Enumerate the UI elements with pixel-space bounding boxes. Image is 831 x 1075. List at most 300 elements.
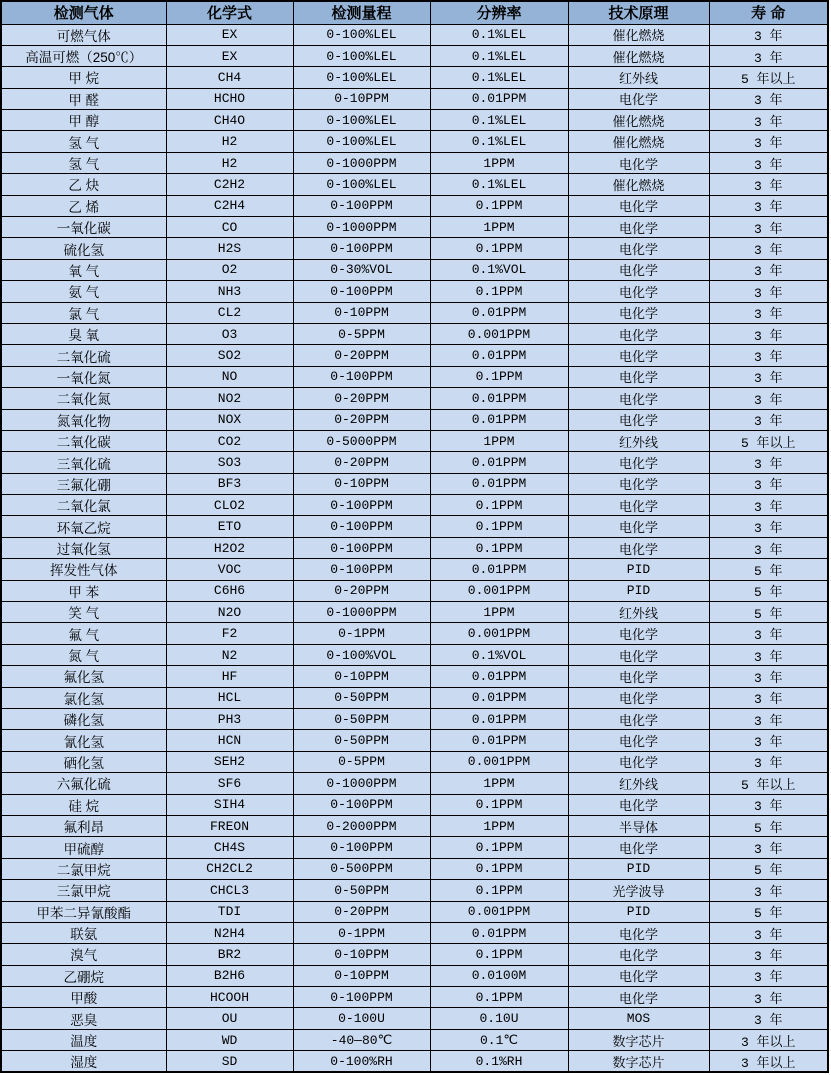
table-row	[1, 837, 828, 858]
table-row	[1, 858, 828, 879]
table-cell: C2H4	[166, 195, 293, 216]
table-cell: 0-1PPM	[293, 623, 430, 644]
table-cell: 5 年以上	[709, 430, 828, 451]
table-cell: 0-20PPM	[293, 452, 430, 473]
table-cell: WD	[166, 1029, 293, 1050]
table-cell: 0-100PPM	[293, 537, 430, 558]
table-cell: 氯化氢	[1, 687, 166, 708]
table-cell: CL2	[166, 302, 293, 323]
table-cell: 3 年	[709, 88, 828, 109]
table-row	[1, 24, 828, 45]
table-cell: 0.01PPM	[430, 452, 568, 473]
table-cell: 3 年	[709, 366, 828, 387]
column-header: 分辨率	[430, 1, 568, 24]
table-row	[1, 131, 828, 152]
table-cell: 0-5000PPM	[293, 430, 430, 451]
table-cell: CH4	[166, 67, 293, 88]
table-cell: 3 年	[709, 152, 828, 173]
table-cell: 0.01PPM	[430, 709, 568, 730]
table-cell: 氨 气	[1, 281, 166, 302]
table-cell: 0.1PPM	[430, 794, 568, 815]
table-cell: 0.1%LEL	[430, 67, 568, 88]
table-row	[1, 987, 828, 1008]
table-row	[1, 345, 828, 366]
table-cell: 可燃气体	[1, 24, 166, 45]
table-row	[1, 516, 828, 537]
table-cell: 0-5PPM	[293, 751, 430, 772]
table-cell: -40—80℃	[293, 1029, 430, 1050]
table-cell: BR2	[166, 944, 293, 965]
table-cell: 0-50PPM	[293, 730, 430, 751]
table-cell: 0-100%LEL	[293, 67, 430, 88]
table-cell: 0-100%LEL	[293, 131, 430, 152]
table-row	[1, 452, 828, 473]
table-cell: 0.01PPM	[430, 559, 568, 580]
table-cell: 过氧化氢	[1, 537, 166, 558]
table-cell: 5 年以上	[709, 67, 828, 88]
table-row	[1, 730, 828, 751]
table-cell: SEH2	[166, 751, 293, 772]
table-row	[1, 259, 828, 280]
table-cell: 催化燃烧	[568, 131, 709, 152]
table-cell: 电化学	[568, 751, 709, 772]
table-cell: MOS	[568, 1008, 709, 1029]
table-cell: 3 年	[709, 409, 828, 430]
table-cell: 3 年	[709, 24, 828, 45]
table-cell: 0-100PPM	[293, 516, 430, 537]
table-row	[1, 152, 828, 173]
table-cell: 0-50PPM	[293, 709, 430, 730]
table-cell: 3 年以上	[709, 1029, 828, 1050]
table-row	[1, 537, 828, 558]
table-cell: 0.1%LEL	[430, 24, 568, 45]
table-cell: 电化学	[568, 88, 709, 109]
table-cell: 3 年	[709, 452, 828, 473]
table-cell: 电化学	[568, 259, 709, 280]
table-cell: 0.1PPM	[430, 944, 568, 965]
table-cell: 电化学	[568, 323, 709, 344]
table-body	[1, 24, 828, 1072]
table-row	[1, 217, 828, 238]
table-cell: O3	[166, 323, 293, 344]
table-cell: 3 年	[709, 195, 828, 216]
table-cell: 0-50PPM	[293, 880, 430, 901]
table-cell: 0-100U	[293, 1008, 430, 1029]
table-cell: PID	[568, 858, 709, 879]
table-cell: CH4S	[166, 837, 293, 858]
table-row	[1, 366, 828, 387]
table-cell: 0-20PPM	[293, 409, 430, 430]
table-cell: HCOOH	[166, 987, 293, 1008]
table-row	[1, 602, 828, 623]
table-cell: 甲 醛	[1, 88, 166, 109]
table-row	[1, 302, 828, 323]
table-cell: 电化学	[568, 409, 709, 430]
table-cell: 电化学	[568, 687, 709, 708]
table-cell: 电化学	[568, 837, 709, 858]
table-cell: 甲酸	[1, 987, 166, 1008]
column-header: 检测气体	[1, 1, 166, 24]
table-cell: 3 年	[709, 730, 828, 751]
table-cell: H2	[166, 152, 293, 173]
table-cell: 湿度	[1, 1051, 166, 1073]
table-cell: 0.1PPM	[430, 858, 568, 879]
table-cell: OU	[166, 1008, 293, 1029]
table-cell: 1PPM	[430, 152, 568, 173]
table-cell: 0.001PPM	[430, 580, 568, 601]
table-cell: 3 年	[709, 687, 828, 708]
table-cell: 红外线	[568, 67, 709, 88]
table-cell: 电化学	[568, 794, 709, 815]
table-cell: 甲苯二异氰酸酯	[1, 901, 166, 922]
table-cell: 0.01PPM	[430, 473, 568, 494]
table-cell: 电化学	[568, 281, 709, 302]
table-cell: TDI	[166, 901, 293, 922]
table-cell: 氧 气	[1, 259, 166, 280]
table-cell: 乙 烯	[1, 195, 166, 216]
table-cell: 0-50PPM	[293, 687, 430, 708]
table-cell: 0.01PPM	[430, 302, 568, 323]
table-cell: 3 年	[709, 131, 828, 152]
table-cell: 5 年	[709, 901, 828, 922]
table-cell: 0-100PPM	[293, 366, 430, 387]
table-cell: 0.01PPM	[430, 666, 568, 687]
table-cell: 电化学	[568, 345, 709, 366]
table-cell: 0.1%LEL	[430, 174, 568, 195]
table-cell: 3 年	[709, 666, 828, 687]
table-cell: 3 年	[709, 922, 828, 943]
table-cell: 数字芯片	[568, 1029, 709, 1050]
table-cell: 0-100PPM	[293, 281, 430, 302]
table-cell: 1PPM	[430, 815, 568, 836]
table-cell: 3 年	[709, 259, 828, 280]
table-cell: 0.001PPM	[430, 323, 568, 344]
table-cell: 臭 氧	[1, 323, 166, 344]
table-cell: N2H4	[166, 922, 293, 943]
table-cell: 催化燃烧	[568, 45, 709, 66]
table-cell: 5 年	[709, 815, 828, 836]
table-cell: 0.001PPM	[430, 751, 568, 772]
table-cell: 氟 气	[1, 623, 166, 644]
table-cell: 氟化氢	[1, 666, 166, 687]
table-cell: 笑 气	[1, 602, 166, 623]
table-row	[1, 944, 828, 965]
table-cell: 0-10PPM	[293, 88, 430, 109]
table-cell: 0.1%LEL	[430, 110, 568, 131]
table-cell: 电化学	[568, 366, 709, 387]
table-cell: 红外线	[568, 602, 709, 623]
table-cell: 甲 醇	[1, 110, 166, 131]
table-cell: PID	[568, 559, 709, 580]
table-cell: 甲硫醇	[1, 837, 166, 858]
table-cell: H2	[166, 131, 293, 152]
table-cell: 0-1000PPM	[293, 152, 430, 173]
table-row	[1, 388, 828, 409]
table-cell: 二氧化氯	[1, 495, 166, 516]
table-row	[1, 709, 828, 730]
table-cell: 六氟化硫	[1, 773, 166, 794]
table-cell: 3 年	[709, 837, 828, 858]
table-row	[1, 238, 828, 259]
table-cell: 3 年	[709, 238, 828, 259]
header-row	[1, 1, 828, 24]
table-cell: 电化学	[568, 217, 709, 238]
table-cell: 0.1PPM	[430, 837, 568, 858]
table-row	[1, 281, 828, 302]
table-row	[1, 773, 828, 794]
table-cell: 乙 炔	[1, 174, 166, 195]
table-cell: 光学波导	[568, 880, 709, 901]
table-cell: 3 年	[709, 302, 828, 323]
table-cell: 0.01PPM	[430, 388, 568, 409]
table-cell: 0.01PPM	[430, 345, 568, 366]
table-cell: C6H6	[166, 580, 293, 601]
table-cell: 0-1000PPM	[293, 773, 430, 794]
table-cell: 氮氧化物	[1, 409, 166, 430]
table-row	[1, 67, 828, 88]
table-cell: 硅 烷	[1, 794, 166, 815]
table-cell: 3 年	[709, 495, 828, 516]
table-row	[1, 794, 828, 815]
table-cell: O2	[166, 259, 293, 280]
table-cell: 0-1PPM	[293, 922, 430, 943]
table-cell: 催化燃烧	[568, 24, 709, 45]
table-cell: 0.1PPM	[430, 537, 568, 558]
table-cell: 0.10U	[430, 1008, 568, 1029]
table-cell: 0.01PPM	[430, 922, 568, 943]
table-cell: SO2	[166, 345, 293, 366]
table-cell: 甲 烷	[1, 67, 166, 88]
table-cell: 电化学	[568, 922, 709, 943]
table-cell: 0.1PPM	[430, 516, 568, 537]
table-cell: 3 年	[709, 473, 828, 494]
table-cell: 溴气	[1, 944, 166, 965]
table-cell: 氟利昂	[1, 815, 166, 836]
table-cell: 乙硼烷	[1, 965, 166, 986]
table-cell: PID	[568, 901, 709, 922]
table-cell: 0-30%VOL	[293, 259, 430, 280]
table-cell: 0-1000PPM	[293, 217, 430, 238]
table-cell: 三氧化硫	[1, 452, 166, 473]
table-cell: 0.01PPM	[430, 730, 568, 751]
table-row	[1, 45, 828, 66]
table-cell: 3 年	[709, 623, 828, 644]
table-cell: 环氧乙烷	[1, 516, 166, 537]
table-row	[1, 559, 828, 580]
table-cell: 0.001PPM	[430, 623, 568, 644]
table-cell: 0-100%RH	[293, 1051, 430, 1073]
table-cell: 0-20PPM	[293, 345, 430, 366]
table-cell: 三氯甲烷	[1, 880, 166, 901]
table-cell: EX	[166, 45, 293, 66]
table-cell: BF3	[166, 473, 293, 494]
table-cell: 电化学	[568, 152, 709, 173]
table-cell: 电化学	[568, 516, 709, 537]
table-cell: 0-1000PPM	[293, 602, 430, 623]
table-cell: HCL	[166, 687, 293, 708]
table-cell: N2	[166, 644, 293, 665]
table-cell: 0-100PPM	[293, 238, 430, 259]
table-row	[1, 965, 828, 986]
table-cell: 磷化氢	[1, 709, 166, 730]
table-cell: 0-5PPM	[293, 323, 430, 344]
table-cell: 3 年	[709, 537, 828, 558]
table-cell: 0.1%LEL	[430, 131, 568, 152]
table-cell: 二氧化碳	[1, 430, 166, 451]
table-cell: 3 年	[709, 345, 828, 366]
table-cell: 催化燃烧	[568, 174, 709, 195]
table-cell: 电化学	[568, 709, 709, 730]
table-row	[1, 409, 828, 430]
table-cell: 0.01PPM	[430, 409, 568, 430]
table-cell: EX	[166, 24, 293, 45]
table-cell: 电化学	[568, 666, 709, 687]
table-row	[1, 901, 828, 922]
table-cell: 氢 气	[1, 152, 166, 173]
table-cell: CHCL3	[166, 880, 293, 901]
table-cell: 电化学	[568, 388, 709, 409]
table-cell: SF6	[166, 773, 293, 794]
table-cell: 0.1%RH	[430, 1051, 568, 1073]
table-cell: 0.1PPM	[430, 195, 568, 216]
table-cell: 0-100PPM	[293, 495, 430, 516]
table-cell: 一氧化碳	[1, 217, 166, 238]
table-row	[1, 623, 828, 644]
table-cell: 1PPM	[430, 602, 568, 623]
table-cell: 3 年	[709, 388, 828, 409]
table-cell: 0.1%VOL	[430, 644, 568, 665]
table-cell: 0-100PPM	[293, 987, 430, 1008]
table-cell: B2H6	[166, 965, 293, 986]
table-cell: HCN	[166, 730, 293, 751]
table-cell: 3 年	[709, 1008, 828, 1029]
table-cell: 电化学	[568, 238, 709, 259]
column-header: 化学式	[166, 1, 293, 24]
table-cell: 二氧化氮	[1, 388, 166, 409]
table-cell: 0-100%VOL	[293, 644, 430, 665]
table-cell: 0-10PPM	[293, 302, 430, 323]
table-row	[1, 880, 828, 901]
table-cell: 氢 气	[1, 131, 166, 152]
table-cell: 3 年	[709, 987, 828, 1008]
table-cell: 恶臭	[1, 1008, 166, 1029]
table-cell: 0.0100M	[430, 965, 568, 986]
table-cell: F2	[166, 623, 293, 644]
table-cell: 0-100PPM	[293, 794, 430, 815]
table-cell: HF	[166, 666, 293, 687]
table-cell: 红外线	[568, 430, 709, 451]
table-cell: 电化学	[568, 452, 709, 473]
table-cell: 电化学	[568, 495, 709, 516]
table-cell: CO2	[166, 430, 293, 451]
table-row	[1, 110, 828, 131]
table-cell: CLO2	[166, 495, 293, 516]
table-cell: 甲 苯	[1, 580, 166, 601]
table-cell: 0.1PPM	[430, 495, 568, 516]
table-cell: 二氧化硫	[1, 345, 166, 366]
table-cell: 0-10PPM	[293, 473, 430, 494]
table-cell: 0-100PPM	[293, 195, 430, 216]
table-row	[1, 751, 828, 772]
table-cell: 0-100%LEL	[293, 174, 430, 195]
table-cell: 3 年	[709, 944, 828, 965]
table-cell: PH3	[166, 709, 293, 730]
table-cell: 0-20PPM	[293, 580, 430, 601]
table-cell: 0.1PPM	[430, 238, 568, 259]
table-cell: 5 年	[709, 580, 828, 601]
table-cell: 3 年	[709, 174, 828, 195]
table-cell: 0.1PPM	[430, 880, 568, 901]
table-cell: 氮 气	[1, 644, 166, 665]
table-cell: 0.01PPM	[430, 88, 568, 109]
table-row	[1, 1029, 828, 1050]
table-cell: 电化学	[568, 987, 709, 1008]
table-row	[1, 1008, 828, 1029]
table-cell: 0.001PPM	[430, 901, 568, 922]
table-cell: 0.01PPM	[430, 687, 568, 708]
table-cell: 电化学	[568, 644, 709, 665]
table-cell: VOC	[166, 559, 293, 580]
table-cell: 电化学	[568, 537, 709, 558]
table-cell: SIH4	[166, 794, 293, 815]
table-cell: N2O	[166, 602, 293, 623]
table-cell: 三氟化硼	[1, 473, 166, 494]
table-cell: 3 年	[709, 644, 828, 665]
table-cell: 高温可燃（250℃）	[1, 45, 166, 66]
table-cell: 0-10PPM	[293, 965, 430, 986]
table-cell: 3 年	[709, 110, 828, 131]
table-cell: 电化学	[568, 965, 709, 986]
table-cell: NH3	[166, 281, 293, 302]
table-cell: 3 年	[709, 217, 828, 238]
table-cell: 1PPM	[430, 217, 568, 238]
table-cell: 0.1%VOL	[430, 259, 568, 280]
table-cell: 电化学	[568, 944, 709, 965]
table-cell: 红外线	[568, 773, 709, 794]
table-cell: CO	[166, 217, 293, 238]
table-cell: 硒化氢	[1, 751, 166, 772]
table-row	[1, 666, 828, 687]
table-cell: 0-100PPM	[293, 559, 430, 580]
table-cell: FREON	[166, 815, 293, 836]
table-cell: H2O2	[166, 537, 293, 558]
table-cell: 0.1%LEL	[430, 45, 568, 66]
table-cell: 3 年	[709, 880, 828, 901]
table-cell: 氰化氢	[1, 730, 166, 751]
table-cell: 0-20PPM	[293, 388, 430, 409]
table-cell: 电化学	[568, 302, 709, 323]
table-cell: 3 年	[709, 709, 828, 730]
table-cell: 氯 气	[1, 302, 166, 323]
table-cell: SO3	[166, 452, 293, 473]
table-cell: 催化燃烧	[568, 110, 709, 131]
table-row	[1, 88, 828, 109]
table-cell: H2S	[166, 238, 293, 259]
table-row	[1, 323, 828, 344]
table-cell: 0-500PPM	[293, 858, 430, 879]
table-cell: 温度	[1, 1029, 166, 1050]
table-cell: 5 年以上	[709, 773, 828, 794]
table-cell: NO	[166, 366, 293, 387]
table-row	[1, 687, 828, 708]
table-cell: 一氧化氮	[1, 366, 166, 387]
table-cell: 0.1PPM	[430, 281, 568, 302]
table-cell: 5 年	[709, 559, 828, 580]
table-cell: 3 年	[709, 323, 828, 344]
column-header: 技术原理	[568, 1, 709, 24]
table-cell: 3 年	[709, 45, 828, 66]
table-row	[1, 473, 828, 494]
